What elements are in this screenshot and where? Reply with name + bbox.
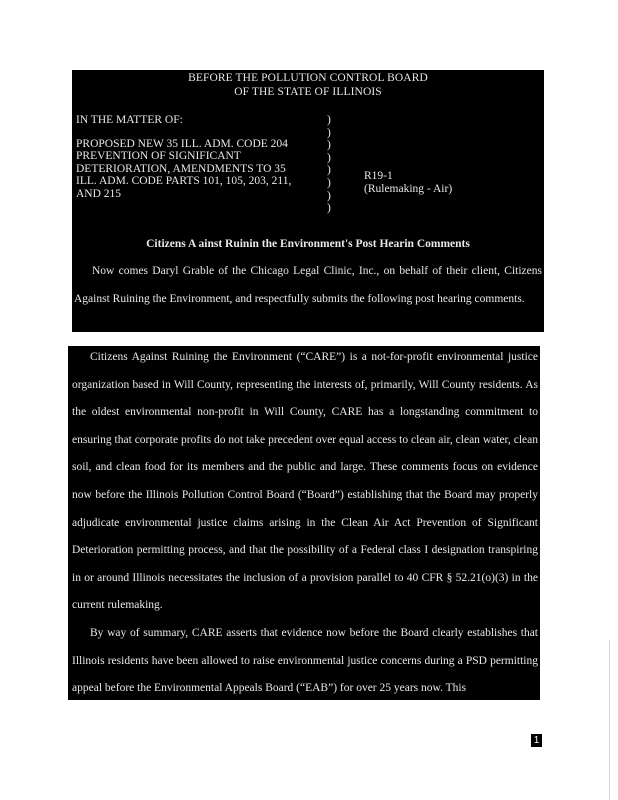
- page-number: 1: [531, 734, 542, 747]
- header-caption-block: [72, 70, 544, 332]
- about-care-paragraph: Citizens Against Ruining the Environment (“CARE”) is a not-for-profit environmental justice organization based in Will County, representing the interests of, primarily, Will County residents. As the oldest environmental non-profit in Will County, CARE has a longstanding commitment to ensuring that corporate profits do not take precedent over equal access to clean air, clean water, clean soil, and clean food for its members and the public and large. These comments focus on evidence now before the Illinois Pollution Control Board (“Board”) establishing that the Board may properly adjudicate environmental justice claims arising in the Clean Air Act Prevention of Significant Deterioration permitting process, and that the possibility of a Federal class I designation transpiring in or around Illinois necessitates the inclusion of a provision parallel to 40 CFR § 52.21(o)(3) in the current rulemaking.: [72, 351, 538, 612]
- paren: ): [327, 114, 331, 126]
- caption-parentheses: [327, 114, 339, 215]
- paren: ): [327, 164, 331, 177]
- paren: ): [327, 202, 331, 215]
- docket-info: [364, 170, 452, 195]
- paren: ): [327, 126, 331, 139]
- paren: ): [327, 176, 331, 189]
- proposal-line: ILL. ADM. CODE PARTS 101, 105, 203, 211,: [76, 175, 292, 188]
- board-name: BEFORE THE POLLUTION CONTROL BOARD: [188, 72, 428, 84]
- in-the-matter-of: IN THE MATTER OF:: [76, 114, 183, 126]
- paren: ): [327, 189, 331, 202]
- case-caption: [76, 114, 326, 201]
- intro-paragraph: Now comes Daryl Grable of the Chicago Legal Clinic, Inc., on behalf of their client, Citizens Against Ruining the Environment, and respectfully submits the following post hearing comments.: [74, 265, 542, 305]
- proposal-line: PROPOSED NEW 35 ILL. ADM. CODE 204: [76, 137, 288, 150]
- proposal-line: AND 215: [76, 187, 122, 200]
- proposal-line: PREVENTION OF SIGNIFICANT: [76, 150, 241, 163]
- paren: ): [327, 151, 331, 164]
- body-text-block: [68, 346, 540, 700]
- docket-number: R19-1: [364, 170, 393, 182]
- paren: ): [327, 139, 331, 152]
- state-name: OF THE STATE OF ILLINOIS: [234, 86, 382, 98]
- document-title: Citizens A ainst Ruinin the Environment's Post Hearin Comments: [146, 238, 470, 250]
- proposal-line: DETERIORATION, AMENDMENTS TO 35: [76, 162, 286, 175]
- scan-edge-divider: [609, 640, 610, 800]
- summary-paragraph: By way of summary, CARE asserts that evidence now before the Board clearly establishes that Illinois residents have been allowed to raise environmental justice concerns during a PSD permitting appeal before the Environmental Appeals Board (“EAB”) for over 25 years now. This: [72, 627, 538, 695]
- docket-type: (Rulemaking - Air): [364, 182, 453, 195]
